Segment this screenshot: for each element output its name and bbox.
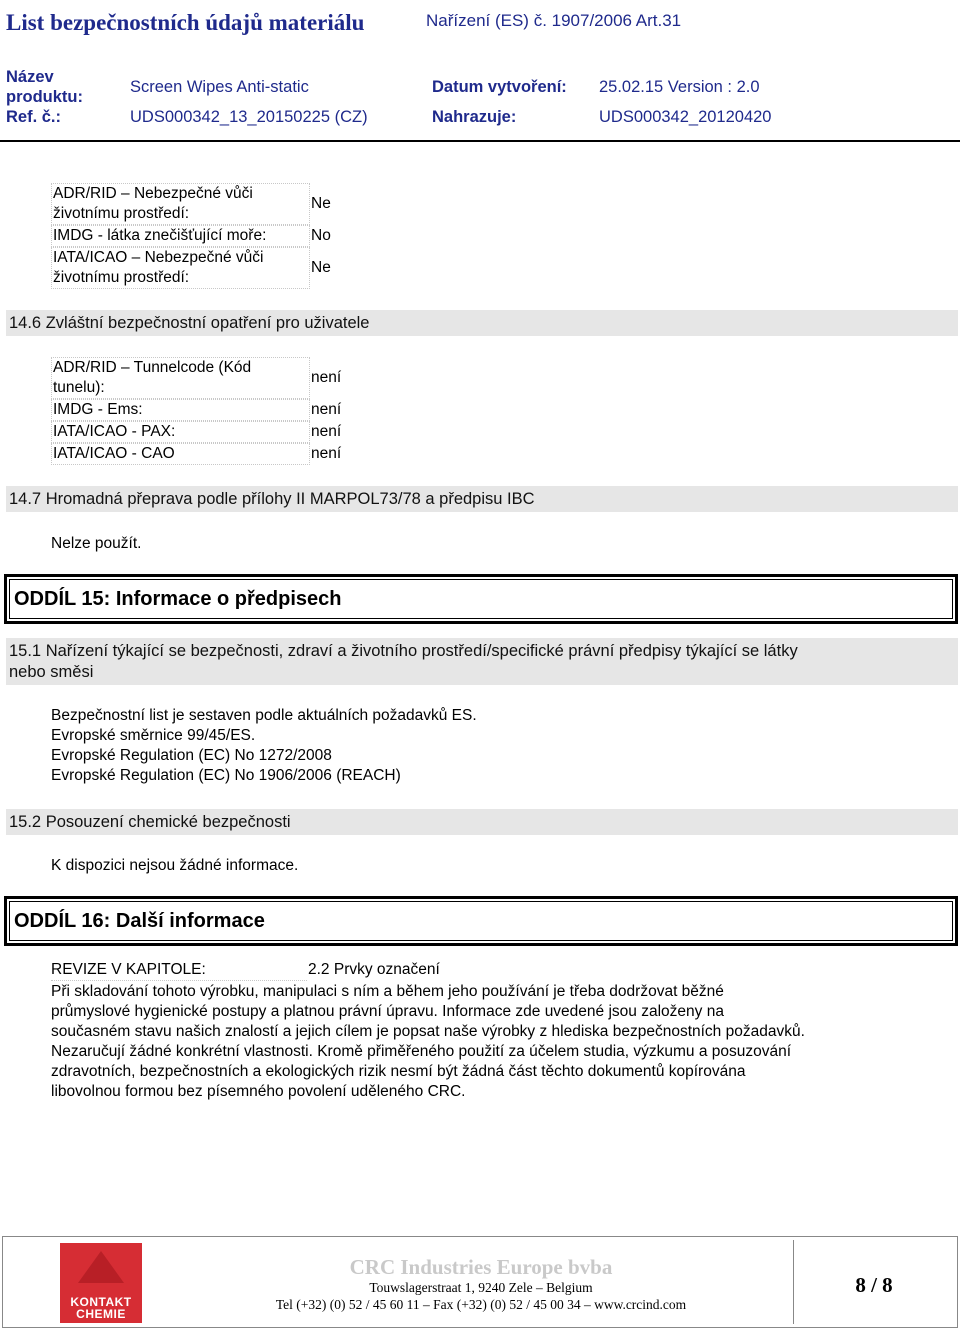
- page-number-box: [793, 1240, 954, 1324]
- env-value: No: [311, 227, 331, 244]
- regulation-line: Evropské Regulation (EC) No 1906/2006 (REACH): [51, 767, 401, 784]
- disclaimer-line: zdravotních, bezpečnostních a ekologických rizik nesmí být žádná část těchto dokumentů kopírována: [51, 1063, 746, 1080]
- section-14-7-text: Nelze použít.: [51, 535, 142, 552]
- replaces-label: Nahrazuje:: [432, 108, 517, 126]
- env-key: IMDG - látka znečišťující moře:: [51, 225, 310, 247]
- table-row: [51, 399, 342, 421]
- precaution-key: IATA/ICAO - PAX:: [51, 421, 310, 443]
- product-name-label-2: produktu:: [6, 88, 83, 106]
- regulation-line: Bezpečnostní list je sestaven podle aktuálních požadavků ES.: [51, 707, 477, 724]
- reference-value: UDS000342_13_20150225 (CZ): [130, 108, 368, 126]
- table-row: [51, 247, 332, 289]
- regulation-line: Evropské směrnice 99/45/ES.: [51, 727, 256, 744]
- disclaimer-line: libovolnou formou bez písemného povolení uděleného CRC.: [51, 1083, 466, 1100]
- reference-label: Ref. č.:: [6, 108, 62, 126]
- precaution-value: není: [311, 445, 342, 462]
- revision-label: REVIZE V KAPITOLE:: [51, 960, 307, 981]
- revision-value: 2.2 Prvky označení: [308, 961, 440, 978]
- section-15-2-text: K dispozici nejsou žádné informace.: [51, 857, 299, 874]
- product-name-label-1: Název: [6, 68, 54, 86]
- precaution-value: není: [311, 423, 342, 440]
- env-value: Ne: [311, 195, 331, 212]
- section-15-1-heading: [6, 638, 958, 685]
- env-key: IATA/ICAO – Nebezpečné vůči životnímu prostředí:: [51, 247, 310, 289]
- replaces-value: UDS000342_20120420: [599, 108, 772, 126]
- company-contact: Tel (+32) (0) 52 / 45 60 11 – Fax (+32) (0) 52 / 45 00 34 – www.crcind.com: [275, 1297, 687, 1312]
- date-created-label: Datum vytvoření:: [432, 78, 567, 96]
- document-title: List bezpečnostních údajů materiálu: [6, 10, 365, 35]
- precaution-value: není: [311, 401, 342, 418]
- env-key: ADR/RID – Nebezpečné vůči životnímu prostředí:: [51, 183, 310, 225]
- section-15-2-heading: 15.2 Posouzení chemické bezpečnosti: [6, 809, 958, 835]
- section-15-heading-box: [4, 574, 958, 624]
- section-15-1-heading-line-1: 15.1 Nařízení týkající se bezpečnosti, zdraví a životního prostředí/specifické právní předpisy týkající se látky: [9, 642, 798, 660]
- environmental-hazards-table: [51, 183, 332, 289]
- table-row: [51, 225, 332, 247]
- precaution-key: ADR/RID – Tunnelcode (Kód tunelu):: [51, 357, 310, 399]
- section-14-6-heading: 14.6 Zvláštní bezpečnostní opatření pro uživatele: [6, 310, 958, 336]
- section-15-1-heading-line-2: nebo směsi: [9, 663, 94, 681]
- precaution-value: není: [311, 369, 342, 386]
- table-row: [51, 421, 342, 443]
- section-15-heading: ODDÍL 15: Informace o předpisech: [9, 579, 953, 619]
- section-14-7-heading: 14.7 Hromadná přeprava podle přílohy II MARPOL73/78 a předpisu IBC: [6, 486, 958, 512]
- product-name-value: Screen Wipes Anti-static: [130, 78, 309, 96]
- logo-text-2: CHEMIE: [76, 1307, 126, 1321]
- precaution-key: IATA/ICAO - CAO: [51, 443, 310, 465]
- precaution-key: IMDG - Ems:: [51, 399, 310, 421]
- table-row: [51, 183, 332, 225]
- env-value: Ne: [311, 259, 331, 276]
- table-row: [51, 357, 342, 399]
- date-created-value: 25.02.15 Version : 2.0: [599, 78, 760, 96]
- logo-text-1: KONTAKT: [70, 1295, 132, 1309]
- company-address: Touwslagerstraat 1, 9240 Zele – Belgium: [369, 1280, 593, 1295]
- disclaimer-line: průmyslové hygienické postupy a platnou právní úpravu. Informace zde uvedené jsou založeny na: [51, 1003, 724, 1020]
- disclaimer-line: současném stavu našich znalostí a jejich cílem je popsat naše výrobky z hlediska bezpečnostních požadavků.: [51, 1023, 805, 1040]
- regulation-reference: Nařízení (ES) č. 1907/2006 Art.31: [426, 11, 682, 30]
- section-16-heading: ODDÍL 16: Další informace: [9, 901, 953, 941]
- company-name: CRC Industries Europe bvba: [349, 1255, 613, 1279]
- user-precautions-table: [51, 357, 342, 465]
- section-16-heading-box: [4, 896, 958, 946]
- regulation-line: Evropské Regulation (EC) No 1272/2008: [51, 747, 332, 764]
- disclaimer-line: Při skladování tohoto výrobku, manipulaci s ním a během jeho používání je třeba dodržovat běžné: [51, 983, 724, 1000]
- header-divider: [0, 140, 960, 142]
- page-footer: [2, 1236, 958, 1328]
- disclaimer-line: Nezaručují žádné konkrétní vlastnosti. Kromě přiměřeného použití za účelem studia, výzkumu a posuzování: [51, 1043, 792, 1060]
- table-row: [51, 443, 342, 465]
- page-number: 8 / 8: [855, 1273, 893, 1297]
